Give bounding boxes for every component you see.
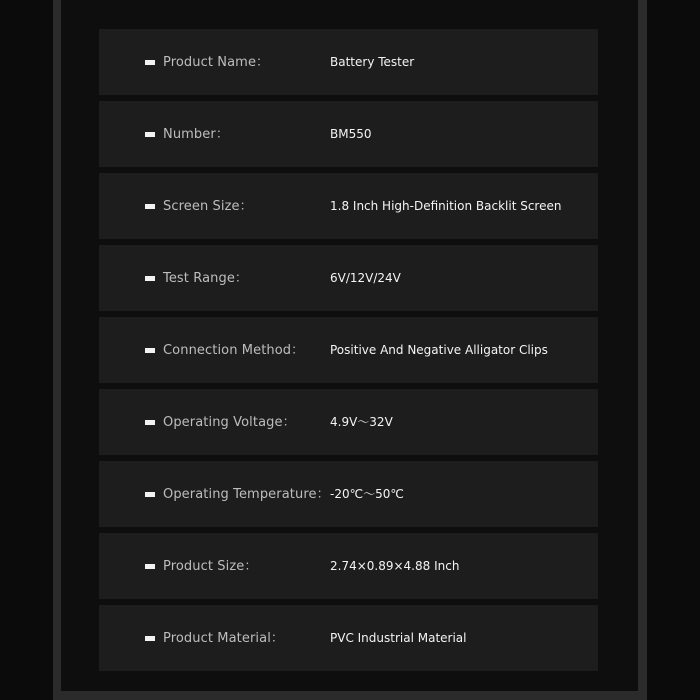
bullet-icon (145, 492, 155, 497)
bullet-icon (145, 420, 155, 425)
spec-label: Operating Voltage： (163, 415, 296, 430)
spec-value: 6V/12V/24V (330, 271, 401, 285)
spec-row-product-material (99, 605, 598, 671)
bullet-icon (145, 276, 155, 281)
bullet-icon (145, 348, 155, 353)
spec-value: 1.8 Inch High-Definition Backlit Screen (330, 199, 562, 213)
bullet-icon (145, 204, 155, 209)
spec-value: 2.74×0.89×4.88 Inch (330, 559, 460, 573)
spec-value: Positive And Negative Alligator Clips (330, 343, 548, 357)
spec-row-operating-voltage (99, 389, 598, 455)
spec-row-product-name (99, 29, 598, 95)
bullet-icon (145, 636, 155, 641)
spec-value: 4.9V～32V (330, 415, 393, 429)
bullet-icon (145, 60, 155, 65)
spec-value: -20℃～50℃ (330, 487, 404, 501)
spec-value: Battery Tester (330, 55, 415, 69)
bullet-icon (145, 132, 155, 137)
spec-row-test-range (99, 245, 598, 311)
spec-row-operating-temperature (99, 461, 598, 527)
spec-row-number (99, 101, 598, 167)
spec-label: Operating Temperature： (163, 487, 330, 502)
spec-label: Number： (163, 127, 229, 142)
spec-label: Product Material： (163, 631, 285, 646)
spec-value: PVC Industrial Material (330, 631, 467, 645)
bullet-icon (145, 564, 155, 569)
spec-label: Screen Size： (163, 199, 253, 214)
spec-label: Product Size： (163, 559, 258, 574)
spec-label: Product Name： (163, 55, 270, 70)
spec-row-product-size (99, 533, 598, 599)
spec-label: Test Range： (163, 271, 249, 286)
spec-row-connection-method (99, 317, 598, 383)
spec-row-screen-size (99, 173, 598, 239)
spec-label: Connection Method： (163, 343, 305, 358)
spec-value: BM550 (330, 127, 372, 141)
spec-list (99, 29, 598, 677)
